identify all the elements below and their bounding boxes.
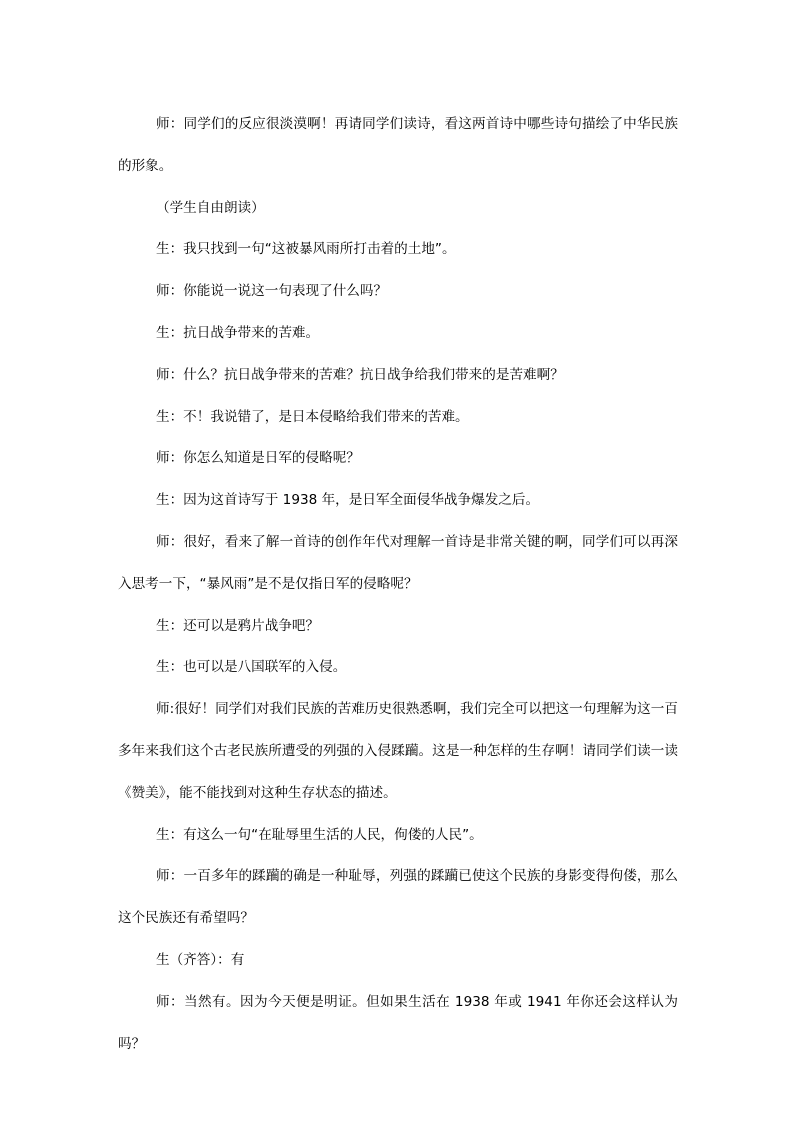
paragraph-student-eight-nation: 生：也可以是八国联军的入侵。 [156,659,347,676]
paragraph-teacher-reaction: 师：同学们的反应很淡漠啊！再请同学们读诗，看这两首诗中哪些诗句描绘了中华民族的形象。 [118,116,678,174]
paragraph-teacher-final: 师：当然有。因为今天便是明证。但如果生活在 1938 年或 1941 年你还会这样认为吗？ [118,993,678,1052]
paragraph-student-answer: 生：抗日战争带来的苦难。 [156,324,320,341]
paragraph-teacher-challenge: 师：什么？抗日战争带来的苦难？抗日战争给我们带来的是苦难啊？ [156,366,564,383]
paragraph-student-opium-war: 生：还可以是鸦片战争吧？ [156,617,320,634]
paragraph-teacher-history: 师:很好！同学们对我们民族的苦难历史很熟悉啊，我们完全可以把这一句理解为这一百多年来我们这个古老民族所遭受的列强的入侵蹂躏。这是一种怎样的生存啊！请同学们读一读《赞美》，能不能找到对这种生存状态的描述。 [118,701,678,801]
paragraph-teacher-hope: 师：一百多年的蹂躏的确是一种耻辱，列强的蹂躏已使这个民族的身影变得佝偻，那么这个民族还有希望吗？ [118,868,678,927]
paragraph-student-found-line: 生：我只找到一句“这被暴风雨所打击着的土地”。 [156,241,456,258]
paragraph-student-correction: 生：不！我说错了，是日本侵略给我们带来的苦难。 [156,408,469,425]
paragraph-stage-direction: （学生自由朗读） [156,199,265,216]
paragraph-teacher-how-know: 师：你怎么知道是日军的侵略呢？ [156,450,360,467]
paragraph-students-chorus: 生（齐答）：有 [156,951,245,968]
paragraph-student-quote: 生：有这么一句“在耻辱里生活的人民，佝偻的人民”。 [156,826,483,843]
paragraph-teacher-question: 师：你能说一说这一句表现了什么吗？ [156,283,388,300]
paragraph-student-date: 生：因为这首诗写于 1938 年，是日军全面侵华战争爆发之后。 [156,492,540,509]
paragraph-teacher-deeper: 师：很好，看来了解一首诗的创作年代对理解一首诗是非常关键的啊，同学们可以再深入思考一下，“暴风雨”是不是仅指日军的侵略呢？ [118,533,678,592]
document-body [118,104,678,1065]
